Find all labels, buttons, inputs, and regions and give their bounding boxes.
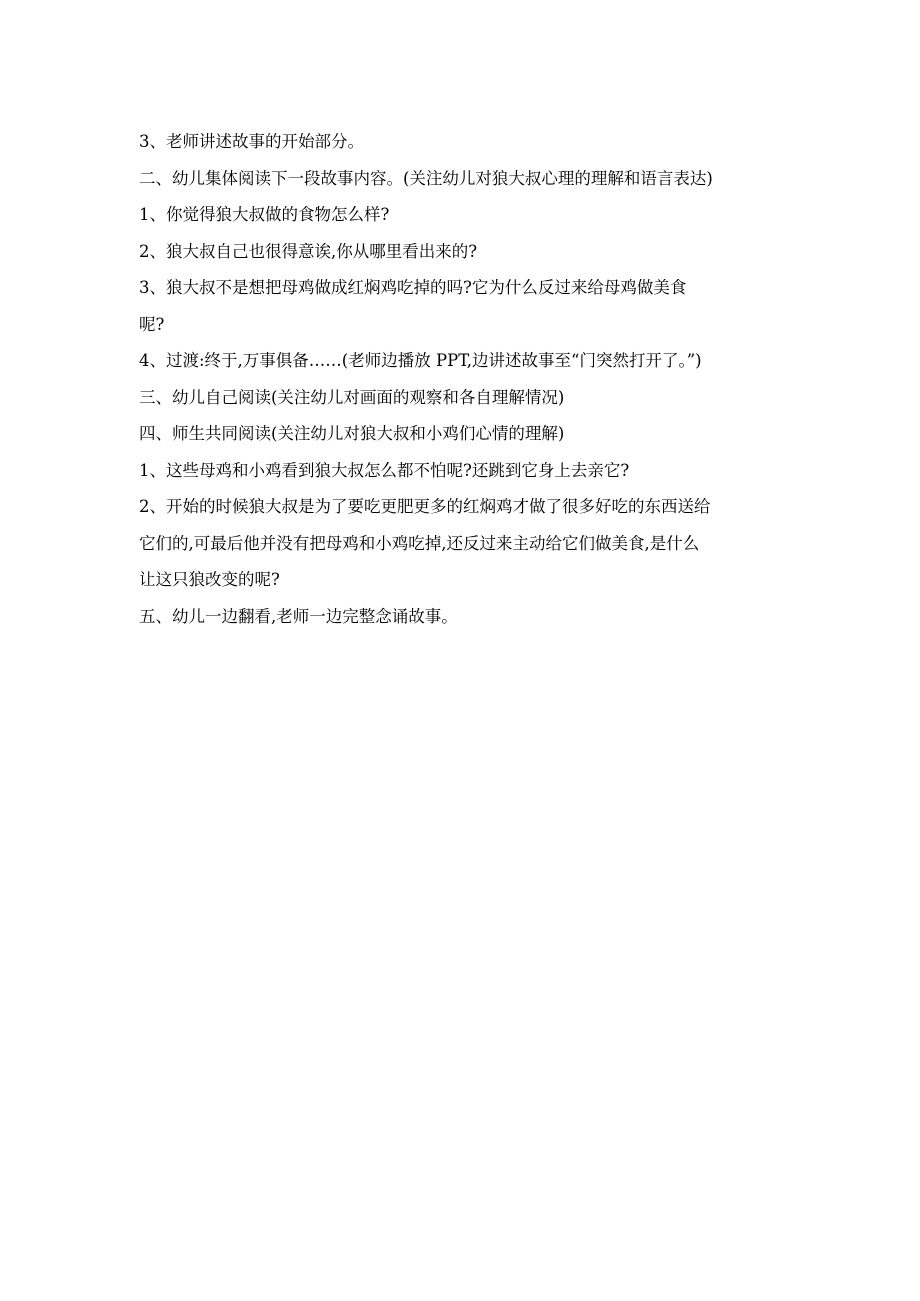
question-3-line-1: 3、狼大叔不是想把母鸡做成红焖鸡吃掉的吗?它为什么反过来给母鸡做美食 xyxy=(139,278,687,297)
paragraph-step-3-teacher-story: 3、老师讲述故事的开始部分。 xyxy=(139,132,364,151)
section-4-question-2-line-3: 让这只狼改变的呢? xyxy=(139,570,280,589)
question-3-line-2: 呢? xyxy=(139,314,165,334)
section-4-question-2-line-2: 它们的,可最后他并没有把母鸡和小鸡吃掉,还反过来主动给它们做美食,是什么 xyxy=(139,533,700,553)
section-4-question-1: 1、这些母鸡和小鸡看到狼大叔怎么都不怕呢?还跳到它身上去亲它? xyxy=(139,460,630,480)
section-5-heading: 五、幼儿一边翻看,老师一边完整念诵故事。 xyxy=(139,606,458,626)
section-4-heading: 四、师生共同阅读(关注幼儿对狼大叔和小鸡们心情的理解) xyxy=(139,424,565,443)
section-3-heading: 三、幼儿自己阅读(关注幼儿对画面的观察和各自理解情况) xyxy=(139,387,565,407)
transition-step-4: 4、过渡:终于,万事俱备……(老师边播放 PPT,边讲述故事至“门突然打开了。”) xyxy=(139,351,702,370)
question-1: 1、你觉得狼大叔做的食物怎么样? xyxy=(139,205,390,224)
section-4-question-2-line-1: 2、开始的时候狼大叔是为了要吃更肥更多的红焖鸡才做了很多好吃的东西送给 xyxy=(139,497,711,516)
document-body xyxy=(139,124,789,635)
section-2-heading: 二、幼儿集体阅读下一段故事内容。(关注幼儿对狼大叔心理的理解和语言表达) xyxy=(139,168,713,188)
question-2: 2、狼大叔自己也很得意诶,你从哪里看出来的? xyxy=(139,241,478,261)
